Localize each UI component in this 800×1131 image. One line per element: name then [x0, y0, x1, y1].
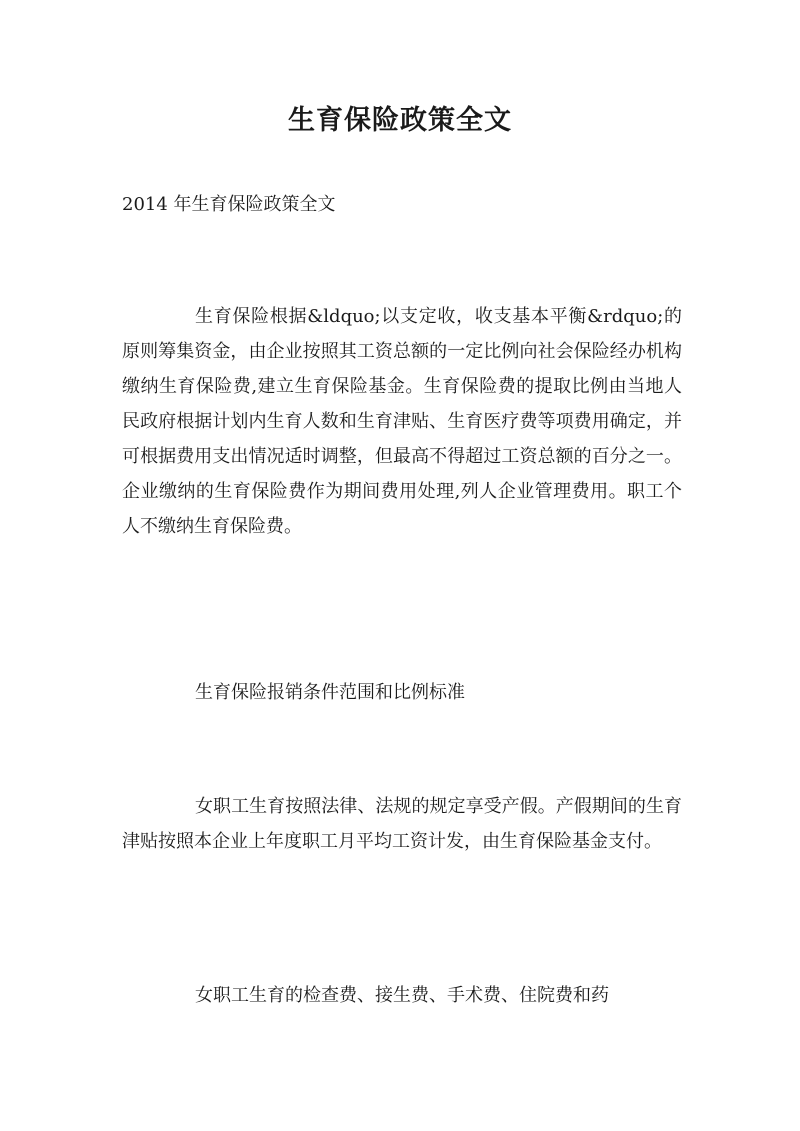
document-title: 生育保险政策全文 — [288, 105, 512, 136]
paragraph-medical-fees: 女职工生育的检查费、接生费、手术费、住院费和药 — [195, 985, 609, 1006]
document-subtitle: 2014 年生育保险政策全文 — [122, 194, 336, 215]
paragraph-funding: 生育保险根据&ldquo;以支定收，收支基本平衡&rdquo;的原则筹集资金，由企业按照其工资总额的一定比例向社会保险经办机构缴纳生育保险费,建立生育保险基金。生育保险费的提取比例由当地人民政府根据计划内生育人数和生育津贴、生育医疗费等项费用确定，并可根据费用支出情况适时调整，但最高不得超过工资总额的百分之一。企业缴纳的生育保险费作为期间费用处理,列人企业管理费用。职工个人不缴纳生育保险费。 — [122, 306, 682, 537]
section-heading-reimbursement: 生育保险报销条件范围和比例标准 — [195, 682, 465, 703]
paragraph-maternity-leave: 女职工生育按照法律、法规的规定享受产假。产假期间的生育津贴按照本企业上年度职工月平均工资计发，由生育保险基金支付。 — [122, 796, 682, 852]
